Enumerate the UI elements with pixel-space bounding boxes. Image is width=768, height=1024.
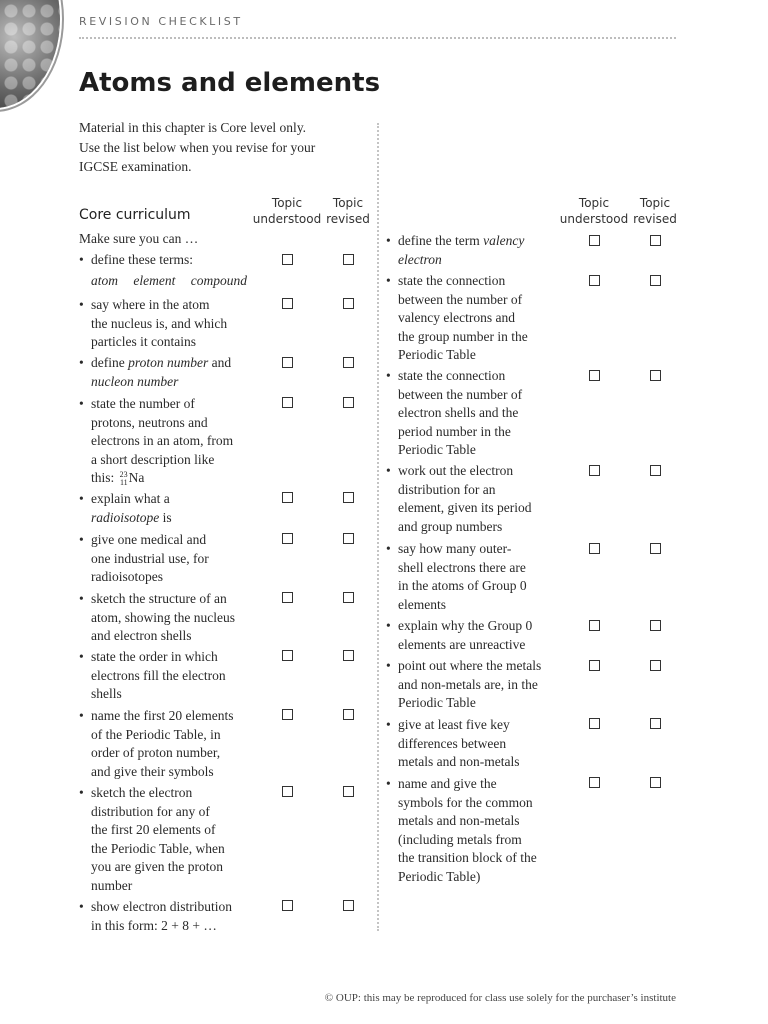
understood-checkbox[interactable] [589, 370, 600, 381]
column-header-understood [252, 195, 322, 227]
bullet: • [79, 491, 84, 506]
bullet: • [79, 899, 84, 914]
checklist-item [386, 367, 556, 460]
item-text: element, given its period [398, 500, 532, 515]
checklist-item [79, 898, 259, 935]
item-text: the Periodic Table, when [91, 840, 225, 856]
bullet: • [79, 297, 84, 312]
column-header-line: Topic [332, 196, 364, 210]
revised-checkbox[interactable] [650, 370, 661, 381]
item-text: and group numbers [398, 518, 503, 534]
item-text: valency electrons and [398, 310, 515, 325]
checklist-item [79, 784, 259, 895]
item-text: number [91, 877, 133, 893]
understood-checkbox[interactable] [589, 660, 600, 671]
understood-checkbox[interactable] [282, 254, 293, 265]
section-lead: Make sure you can … [79, 231, 199, 246]
checklist-item [79, 354, 259, 391]
item-text: shell electrons there are [398, 559, 526, 575]
intro-line: Use the list below when you revise for your [79, 139, 316, 155]
understood-checkbox[interactable] [282, 397, 293, 408]
item-text: the nucleus is, and which [91, 315, 228, 331]
isotope-notation [120, 471, 128, 487]
checklist-item [79, 395, 259, 488]
column-divider [377, 123, 379, 931]
bullet: • [79, 649, 84, 664]
revised-checkbox[interactable] [343, 786, 354, 797]
footer-copyright: © OUP: this may be reproduced for class use solely for the purchaser’s institute [324, 992, 676, 1004]
understood-checkbox[interactable] [589, 543, 600, 554]
item-text: Periodic Table [398, 442, 476, 457]
bullet: • [79, 708, 84, 723]
intro-line: IGCSE examination. [79, 159, 192, 174]
item-text: electrons fill the electron [91, 667, 226, 683]
understood-checkbox[interactable] [282, 298, 293, 309]
bullet: • [386, 273, 391, 288]
item-text: in this form: 2 + 8 + … [91, 917, 217, 933]
revised-checkbox[interactable] [343, 357, 354, 368]
item-text: define [91, 355, 129, 370]
item-text: state the number of [91, 396, 195, 411]
item-text: and give their symbols [91, 763, 214, 779]
checklist-item [386, 775, 561, 886]
bullet: • [386, 658, 391, 673]
item-text: atom, showing the nucleus [91, 609, 235, 625]
section-heading: Core curriculum [79, 207, 191, 223]
checklist-item [79, 531, 259, 587]
item-text: work out the electron [398, 463, 514, 478]
revised-checkbox[interactable] [343, 492, 354, 503]
revised-checkbox[interactable] [650, 777, 661, 788]
item-text: the transition block of the [398, 850, 537, 865]
item-text: state the order in which [91, 649, 218, 664]
item-text: say how many outer- [398, 541, 512, 556]
item-text: Periodic Table [398, 347, 476, 362]
checklist-item [79, 490, 259, 527]
revised-checkbox[interactable] [343, 592, 354, 603]
bullet: • [79, 785, 84, 800]
understood-checkbox[interactable] [282, 492, 293, 503]
item-text: the first 20 elements of [91, 822, 216, 837]
understood-checkbox[interactable] [589, 275, 600, 286]
understood-checkbox[interactable] [589, 235, 600, 246]
item-text: explain why the Group 0 [398, 618, 533, 633]
revised-checkbox[interactable] [343, 650, 354, 661]
corner-decoration-image [0, 0, 60, 108]
understood-checkbox[interactable] [589, 465, 600, 476]
item-text: name and give the [398, 776, 497, 791]
item-text: define these terms: [91, 252, 193, 267]
checklist-item [386, 232, 556, 269]
item-text: this: [91, 470, 118, 485]
item-text: metals and non-metals [398, 754, 520, 769]
item-text: sketch the structure of an [91, 591, 227, 606]
checklist-item [386, 462, 556, 536]
understood-checkbox[interactable] [589, 620, 600, 631]
intro-line: Material in this chapter is Core level only. [79, 120, 307, 135]
item-text: name the first 20 elements [91, 708, 234, 723]
item-text: define the term [398, 233, 484, 248]
item-text: explain what a [91, 491, 170, 506]
understood-checkbox[interactable] [282, 592, 293, 603]
item-text: a short description like [91, 451, 215, 467]
understood-checkbox[interactable] [282, 709, 293, 720]
revised-checkbox[interactable] [650, 275, 661, 286]
column-header-understood-right [559, 195, 629, 227]
item-text-italic: proton number [128, 355, 209, 370]
item-text: metals and non-metals [398, 813, 520, 828]
revised-checkbox[interactable] [650, 660, 661, 671]
item-text: between the number of [398, 386, 523, 402]
header-label: REVISION CHECKLIST [79, 15, 243, 28]
revised-checkbox[interactable] [650, 718, 661, 729]
item-text: distribution for an [398, 481, 496, 497]
atomic-number: 11 [119, 477, 128, 487]
bullet: • [79, 532, 84, 547]
bullet: • [386, 717, 391, 732]
item-text: electrons in an atom, from [91, 433, 234, 448]
item-text: and [208, 355, 232, 370]
revised-checkbox[interactable] [650, 235, 661, 246]
checklist-item [79, 648, 259, 704]
revised-checkbox[interactable] [650, 620, 661, 631]
revised-checkbox[interactable] [343, 254, 354, 265]
item-text: is [159, 509, 172, 525]
understood-checkbox[interactable] [282, 357, 293, 368]
item-text: shells [91, 686, 122, 701]
column-header-line: understood [559, 212, 629, 226]
item-text: Periodic Table) [398, 868, 481, 884]
understood-checkbox[interactable] [589, 777, 600, 788]
understood-checkbox[interactable] [282, 900, 293, 911]
understood-checkbox[interactable] [282, 650, 293, 661]
item-text: radioisotopes [91, 569, 163, 584]
item-text: symbols for the common [398, 794, 533, 810]
item-text: distribution for any of [91, 803, 210, 819]
revised-checkbox[interactable] [343, 397, 354, 408]
item-text: show electron distribution [91, 899, 232, 914]
item-text: particles it contains [91, 334, 196, 349]
item-text-italic: electron [398, 251, 442, 267]
item-text: give at least five key [398, 717, 510, 732]
item-text: state the connection [398, 273, 506, 288]
checklist-item [79, 707, 259, 781]
column-header-line: understood [252, 212, 322, 226]
item-text: and electron shells [91, 628, 192, 643]
header-divider [79, 37, 676, 39]
checklist-item [79, 251, 249, 270]
checklist-item [386, 540, 556, 614]
checklist-item [79, 296, 259, 352]
understood-checkbox[interactable] [282, 533, 293, 544]
bullet: • [386, 368, 391, 383]
item-text: sketch the electron [91, 785, 193, 800]
item-text: one industrial use, for [91, 550, 209, 566]
item-text: elements are unreactive [398, 636, 526, 652]
item-text: electron shells and the [398, 405, 519, 420]
column-header-line: Topic [271, 196, 303, 210]
item-text: Periodic Table [398, 695, 476, 710]
item-text: between the number of [398, 291, 523, 307]
item-text: the group number in the [398, 328, 528, 344]
item-text: give one medical and [91, 532, 207, 547]
checklist-item [386, 657, 556, 713]
item-text: say where in the atom [91, 297, 210, 312]
checklist-item [386, 716, 556, 772]
item-text: elements [398, 596, 446, 612]
revised-checkbox[interactable] [343, 298, 354, 309]
checklist-item [386, 617, 556, 654]
item-text: of the Periodic Table, in [91, 726, 221, 742]
bullet: • [79, 591, 84, 606]
item-text: protons, neutrons and [91, 414, 208, 430]
checklist-item [79, 590, 259, 646]
element-symbol: Na [128, 470, 145, 485]
bullet: • [386, 776, 391, 791]
bullet: • [386, 463, 391, 478]
item-text: state the connection [398, 368, 506, 383]
bullet: • [386, 618, 391, 633]
column-header-revised-right [620, 195, 690, 227]
item-text: you are given the proton [91, 859, 223, 874]
item-text: point out where the metals [398, 658, 542, 673]
column-header-line: Topic [639, 196, 671, 210]
revised-checkbox[interactable] [343, 709, 354, 720]
understood-checkbox[interactable] [589, 718, 600, 729]
understood-checkbox[interactable] [282, 786, 293, 797]
item-text-italic: radioisotope [91, 509, 160, 525]
page-title: Atoms and elements [79, 68, 381, 98]
column-header-line: Topic [578, 196, 610, 210]
item-text: and non-metals are, in the [398, 676, 538, 692]
bullet: • [79, 396, 84, 411]
terms-list: atom element compound [91, 273, 247, 288]
item-text: differences between [398, 735, 507, 751]
item-text: in the atoms of Group 0 [398, 578, 527, 593]
revised-checkbox[interactable] [650, 465, 661, 476]
mass-number: 23 [119, 469, 128, 479]
item-text: period number in the [398, 423, 511, 439]
item-text-italic: nucleon number [91, 373, 179, 389]
bullet: • [79, 355, 84, 370]
bullet: • [79, 252, 84, 267]
checklist-item [386, 272, 556, 365]
column-header-line: revised [633, 212, 677, 226]
bullet: • [386, 541, 391, 556]
item-text: order of proton number, [91, 745, 221, 760]
revised-checkbox[interactable] [343, 533, 354, 544]
item-text-italic: valency [483, 233, 525, 248]
bullet: • [386, 233, 391, 248]
item-text: (including metals from [398, 831, 522, 847]
revised-checkbox[interactable] [343, 900, 354, 911]
column-header-revised [313, 195, 383, 227]
revised-checkbox[interactable] [650, 543, 661, 554]
column-header-line: revised [326, 212, 370, 226]
intro-text [79, 118, 349, 177]
